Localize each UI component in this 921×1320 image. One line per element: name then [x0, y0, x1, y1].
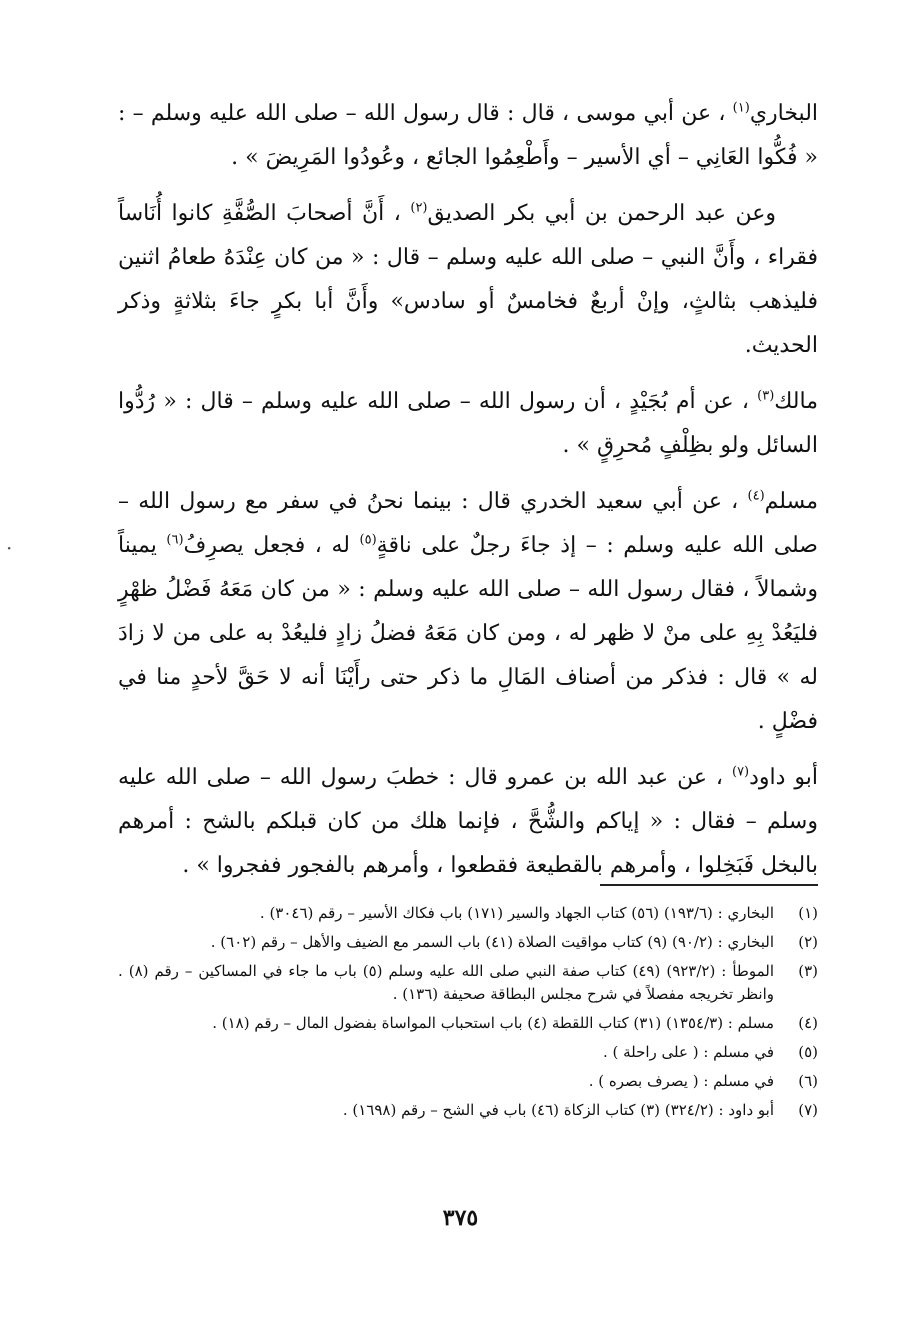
footnote-number: (٤) [798, 1014, 818, 1032]
paragraph-text: ، عن عبد الله بن عمرو قال : خطبَ رسول الله – صلى الله عليه وسلم – فقال : « إياكم والشُّحَّ ، فإنما هلك من كان قبلكم بالشح : أمرهم بالبخل فَبَخِلوا ، وأمرهم بالقطيعة فقطعوا ، وأمرهم بالفجور ففجروا » . [118, 765, 818, 878]
main-text [118, 92, 818, 900]
footnote-number: (٣) [798, 962, 818, 980]
paragraph-muslim [118, 480, 818, 744]
footnote-item [118, 931, 818, 954]
footnote-item [118, 960, 818, 1006]
footnote-text: في مسلم : ( على راحلة ) . [602, 1043, 774, 1061]
footnote-text: الموطأ : (٩٢٣/٢) (٤٩) كتاب صفة النبي صلى الله عليه وسلم (٥) باب ما جاء في المساكين – رقم (٨) . وانظر تخريجه مفصلاً في شرح مجلس البطاقة صحيفة (١٣٦) . [118, 962, 774, 1003]
paragraph-bukhari [118, 92, 818, 180]
footnote-text: أبو داود : (٣٢٤/٢) (٣) كتاب الزكاة (٤٦) باب في الشح – رقم (١٦٩٨) . [342, 1101, 774, 1119]
source-name: وعن عبد الرحمن بن أبي بكر الصديق [427, 201, 776, 226]
footnote-item [118, 902, 818, 925]
footnote-ref[interactable]: (٦) [166, 532, 184, 548]
paragraph-abdurrahman [118, 192, 818, 368]
footnote-ref[interactable]: (٢) [410, 200, 428, 216]
paragraph-text: ، عن أبي موسى ، قال : قال رسول الله – صلى الله عليه وسلم – : « فُكُّوا العَانِي – أي الأسير – وأَطْعِمُوا الجائع ، وعُودُوا المَرِيضَ » . [118, 101, 818, 170]
source-name: البخاري [749, 101, 819, 126]
footnote-item [118, 1099, 818, 1122]
footnote-text: مسلم : (١٣٥٤/٣) (٣١) كتاب اللقطة (٤) باب استحباب المواساة بفضول المال – رقم (١٨) . [212, 1014, 774, 1032]
paragraph-malik [118, 380, 818, 468]
footnote-ref[interactable]: (٧) [731, 764, 750, 780]
footnote-text: في مسلم : ( يصرف بصره ) . [588, 1072, 774, 1090]
footnote-number: (١) [798, 904, 818, 922]
paragraph-text: يميناً وشمالاً ، فقال رسول الله – صلى الله عليه وسلم : « من كان مَعَهُ فَضْلُ ظهْرٍ فليَعُدْ بِهِ على منْ لا ظهر له ، ومن كان مَعَهُ فضلُ زادٍ فليعُدْ به على من لا زادَ له » قال : فذكر من أصناف المَالِ ما ذكر حتى رأَيْنَا أنه لا حَقَّ لأحدٍ منا في فضْلٍ . [118, 533, 819, 734]
footnote-number: (٧) [798, 1101, 818, 1119]
footnote-text: البخاري : (٩٠/٢) (٩) كتاب مواقيت الصلاة (٤١) باب السمر مع الضيف والأهل – رقم (٦٠٢) . [210, 933, 774, 951]
footnote-number: (٦) [798, 1072, 818, 1090]
footnote-item [118, 1070, 818, 1093]
paragraph-text: ، عن أم بُجَيْدٍ ، أن رسول الله – صلى الله عليه وسلم – قال : « رُدُّوا السائل ولو بظِلْفٍ مُحرِقٍ » . [118, 389, 818, 458]
footnote-ref[interactable]: (١) [732, 100, 750, 116]
source-name: مسلم [764, 489, 818, 514]
source-name: أبو داود [749, 765, 818, 790]
footnote-number: (٢) [798, 933, 818, 951]
footnote-ref[interactable]: (٤) [747, 488, 765, 504]
paragraph-text: له ، فجعل يصرِفُ [183, 533, 350, 558]
footnote-item [118, 1012, 818, 1035]
footnote-separator [600, 884, 818, 886]
footnote-item [118, 1041, 818, 1064]
paragraph-text: ، أَنَّ أصحابَ الصُّفَّةِ كانوا أُنَاساً فقراء ، وأَنَّ النبي – صلى الله عليه وسلم – قال : « من كان عِنْدَهُ طعامُ اثنين فليذهب بثالثٍ، وإنْ أربعٌ فخامسٌ أو سادس» وأَنَّ أبا بكرٍ جاءَ بثلاثةٍ وذكر الحديث. [118, 201, 818, 358]
paragraph-abudawud [118, 756, 818, 888]
footnote-number: (٥) [798, 1043, 818, 1061]
footnote-ref[interactable]: (٥) [359, 532, 377, 548]
footnote-ref[interactable]: (٣) [757, 388, 775, 404]
paragraph-text: ، عن أبي سعيد الخدري قال : بينما نحنُ في سفر مع رسول الله – صلى الله عليه وسلم : – إذ جاءَ رجلٌ على ناقةٍ [118, 489, 818, 558]
page-number: ٣٧٥ [442, 1205, 479, 1231]
footnote-text: البخاري : (١٩٣/٦) (٥٦) كتاب الجهاد والسير (١٧١) باب فكاك الأسير – رقم (٣٠٤٦) . [259, 904, 774, 922]
source-name: مالك [774, 389, 818, 414]
footnotes [118, 902, 818, 1128]
margin-dot: · [6, 536, 13, 560]
